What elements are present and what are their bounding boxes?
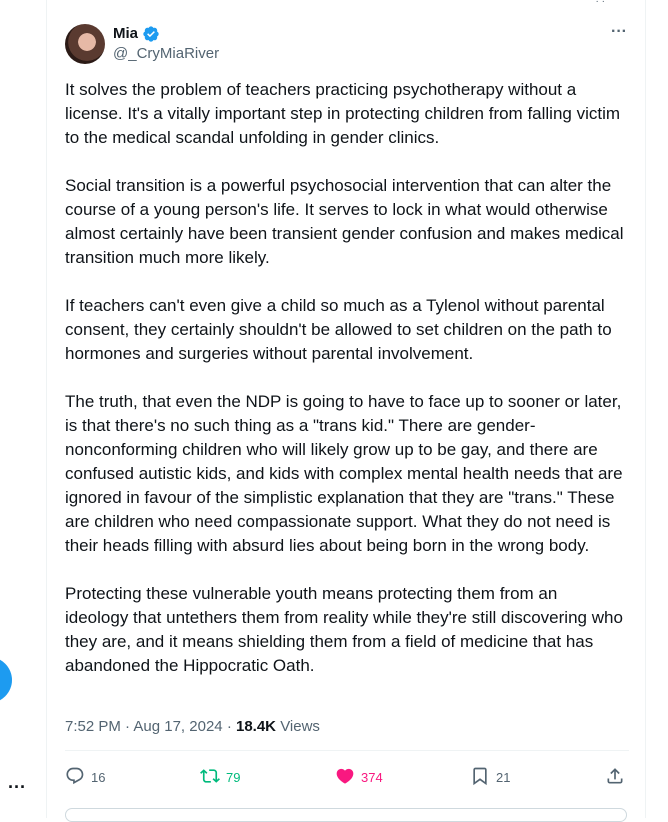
repost-count: 79 [226, 769, 241, 785]
views-label: Views [280, 718, 320, 735]
tweet-paragraph: If teachers can't even give a child so much as a Tylenol without parental consent, they certainly shouldn't be allowed to set children on the path to hormones and surgeries without parental involvement. [65, 296, 612, 363]
bookmark-count: 21 [496, 769, 511, 785]
tweet-paragraph: It solves the problem of teachers practicing psychotherapy without a license. It's a vitally important step in protecting children from falling victim to the medical scandal unfolding in gender clinics. [65, 80, 621, 147]
share-icon [605, 766, 625, 789]
repost-button[interactable] [200, 763, 240, 791]
tweet-date[interactable]: Aug 17, 2024 [133, 718, 223, 735]
share-button[interactable] [605, 763, 625, 791]
tweet-column [46, 0, 646, 818]
top-more-icon: · · [595, 0, 605, 7]
author-display-name[interactable]: Mia [113, 25, 139, 42]
tweet-time[interactable]: 7:52 PM [65, 718, 121, 735]
heart-icon [335, 766, 355, 789]
like-button[interactable] [335, 763, 383, 791]
views-count: 18.4K [235, 718, 277, 735]
repost-icon [200, 766, 220, 789]
reply-composer[interactable] [65, 808, 627, 822]
tweet-paragraph: Social transition is a powerful psychosocial intervention that can alter the course of a young person's life. It serves to lock in what would otherwise almost certainly have been transient gender confusion and makes medical transition much more likely. [65, 176, 624, 267]
author-name-row [113, 25, 160, 43]
avatar[interactable] [65, 24, 105, 64]
left-nav-gutter [0, 0, 46, 816]
tweet-paragraph: Protecting these vulnerable youth means protecting them from an ideology that untethers them from reality while they're still discovering who they are, and it means shielding them from a field of medicine that has abandoned the Hippocratic Oath. [65, 584, 623, 675]
post-fab-button[interactable] [0, 657, 12, 703]
reply-button[interactable] [65, 763, 105, 791]
more-options-button[interactable]: ··· [611, 23, 627, 40]
verified-badge-icon[interactable] [142, 25, 160, 43]
tweet-text [65, 78, 625, 702]
more-menu-icon[interactable]: ··· [8, 777, 26, 797]
divider [65, 750, 629, 751]
meta-separator: · [125, 718, 131, 735]
author-handle[interactable]: @_CryMiaRiver [113, 45, 220, 62]
bookmark-button[interactable] [470, 763, 510, 791]
tweet-paragraph: The truth, that even the NDP is going to have to face up to sooner or later, is that there's no such thing as a "trans kid." There are gender-nonconforming children who will likely grow up to be gay, and there are confused autistic kids, and kids with complex mental health needs that are ignored in favour of the simplistic explanation that they are "trans." These are children who need compassionate support. What they do not need is their heads filling with absurd lies about being born in the wrong body. [65, 392, 623, 555]
reply-count: 16 [91, 769, 106, 785]
bookmark-icon [470, 766, 490, 789]
like-count: 374 [361, 769, 383, 785]
action-bar [65, 763, 631, 791]
tweet-meta [65, 717, 320, 737]
meta-separator: · [226, 718, 232, 735]
reply-icon [65, 766, 85, 789]
